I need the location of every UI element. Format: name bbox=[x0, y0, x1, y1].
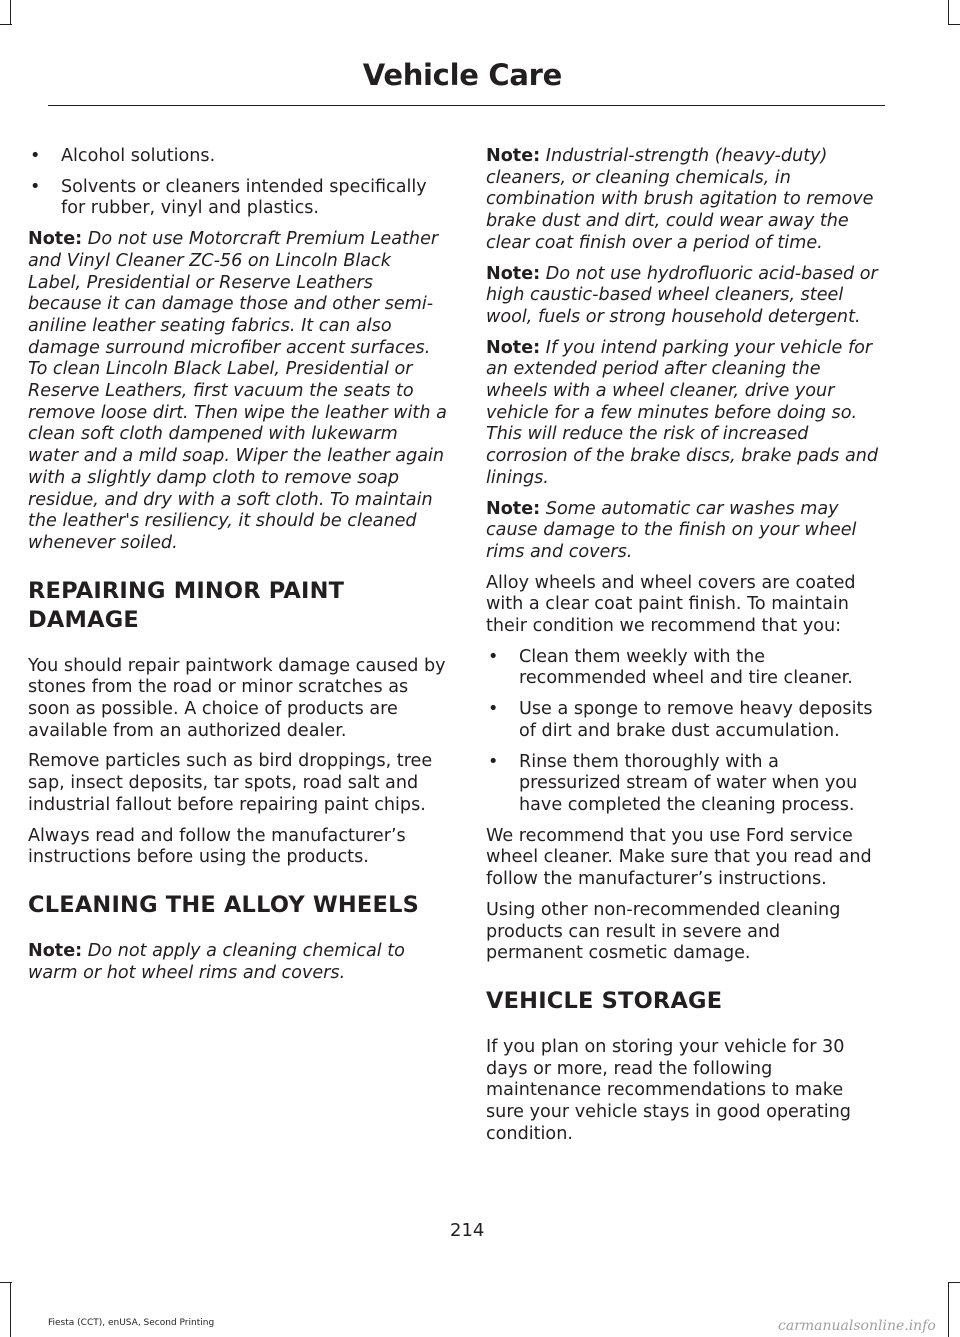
page-number: 214 bbox=[450, 1220, 485, 1241]
note-label: Note: bbox=[28, 940, 83, 961]
right-column bbox=[486, 146, 881, 1154]
crop-mark bbox=[0, 24, 12, 25]
paragraph: Alloy wheels and wheel covers are coated with a clear coat paint finish. To maintain their condition we recommend that you: bbox=[486, 572, 856, 637]
list-item: • Alcohol solutions. bbox=[28, 146, 448, 168]
note-text: Do not use Motorcraft Premium Leather and Vinyl Cleaner ZC-56 on Lincoln Black Label, Presidential or Reserve Leathers because it can damage those and other semi-aniline leather seating fabrics. It can also damage surround microfiber accent surfaces. To clean Lincoln Black Label, Presidential or Reserve Leathers, first vacuum the seats to remove loose dirt. Then wipe the leather with a clean soft cloth dampened with lukewarm water and a mild soap. Wiper the leather again with a slightly damp cloth to remove soap residue, and dry with a soft cloth. To maintain the leather's resiliency, it should be cleaned whenever soiled. bbox=[28, 229, 447, 553]
paragraph: We recommend that you use Ford service wheel cleaner. Make sure that you read and follow the manufacturer’s instructions. bbox=[486, 825, 872, 890]
list-item: • Use a sponge to remove heavy deposits of dirt and brake dust accumulation. bbox=[486, 699, 881, 742]
paragraph: If you plan on storing your vehicle for 30 days or more, read the following maintenance recommendations to make sure your vehicle stays in good operating condition. bbox=[486, 1036, 851, 1144]
note-text: If you intend parking your vehicle for an extended period after cleaning the wheels with a wheel cleaner, drive your vehicle for a few minutes before doing so. This will reduce the risk of increased corrosion of the brake discs, brake pads and linings. bbox=[486, 337, 879, 488]
crop-mark bbox=[10, 0, 11, 24]
note bbox=[486, 499, 881, 564]
crop-mark bbox=[948, 1282, 949, 1337]
crop-mark bbox=[10, 1282, 11, 1337]
watermark: carmanualsonline.info bbox=[778, 1318, 936, 1334]
note bbox=[486, 264, 881, 329]
section-heading: REPAIRING MINOR PAINT DAMAGE bbox=[28, 577, 345, 633]
list-item: • Clean them weekly with the recommended wheel and tire cleaner. bbox=[486, 647, 881, 690]
note-label: Note: bbox=[486, 337, 541, 358]
note bbox=[28, 229, 448, 555]
bullet-list bbox=[28, 146, 448, 220]
crop-mark bbox=[948, 24, 960, 25]
header-rule bbox=[48, 105, 885, 106]
crop-mark bbox=[948, 1282, 960, 1283]
crop-mark bbox=[0, 1282, 12, 1283]
note-label: Note: bbox=[28, 229, 83, 250]
section-heading: VEHICLE STORAGE bbox=[486, 987, 723, 1014]
note-text: Do not use hydrofluoric acid-based or high caustic-based wheel cleaners, steel wool, fuels or strong household detergent. bbox=[486, 263, 878, 327]
note-label: Note: bbox=[486, 498, 541, 519]
note-label: Note: bbox=[486, 263, 541, 284]
paragraph: Remove particles such as bird droppings, tree sap, insect deposits, tar spots, road salt and industrial fallout before repairing paint chips. bbox=[28, 751, 433, 815]
note bbox=[486, 146, 881, 255]
paragraph: Using other non-recommended cleaning products can result in severe and permanent cosmetic damage. bbox=[486, 899, 841, 964]
note bbox=[28, 941, 448, 984]
note-label: Note: bbox=[486, 146, 541, 166]
paragraph: You should repair paintwork damage caused by stones from the road or minor scratches as soon as possible. A choice of products are available from an authorized dealer. bbox=[28, 655, 446, 741]
list-item: • Rinse them thoroughly with a pressurized stream of water when you have completed the cleaning process. bbox=[486, 752, 881, 817]
note-text: Do not apply a cleaning chemical to warm or hot wheel rims and covers. bbox=[28, 940, 405, 983]
paragraph: Always read and follow the manufacturer’s instructions before using the products. bbox=[28, 825, 406, 868]
note bbox=[486, 338, 881, 490]
bullet-list bbox=[486, 647, 881, 817]
section-heading: CLEANING THE ALLOY WHEELS bbox=[28, 891, 420, 918]
list-item: • Solvents or cleaners intended specifically for rubber, vinyl and plastics. bbox=[28, 177, 448, 220]
page-header-title: Vehicle Care bbox=[362, 58, 562, 92]
note-text: Industrial-strength (heavy-duty) cleaners, or cleaning chemicals, in combination with brush agitation to remove brake dust and dirt, could wear away the clear coat finish over a period of time. bbox=[486, 146, 874, 253]
edition-footer: Fiesta (CCT), enUSA, Second Printing bbox=[48, 1318, 215, 1328]
left-column bbox=[28, 146, 448, 993]
crop-mark bbox=[948, 0, 949, 24]
note-text: Some automatic car washes may cause damage to the finish on your wheel rims and covers. bbox=[486, 498, 857, 562]
